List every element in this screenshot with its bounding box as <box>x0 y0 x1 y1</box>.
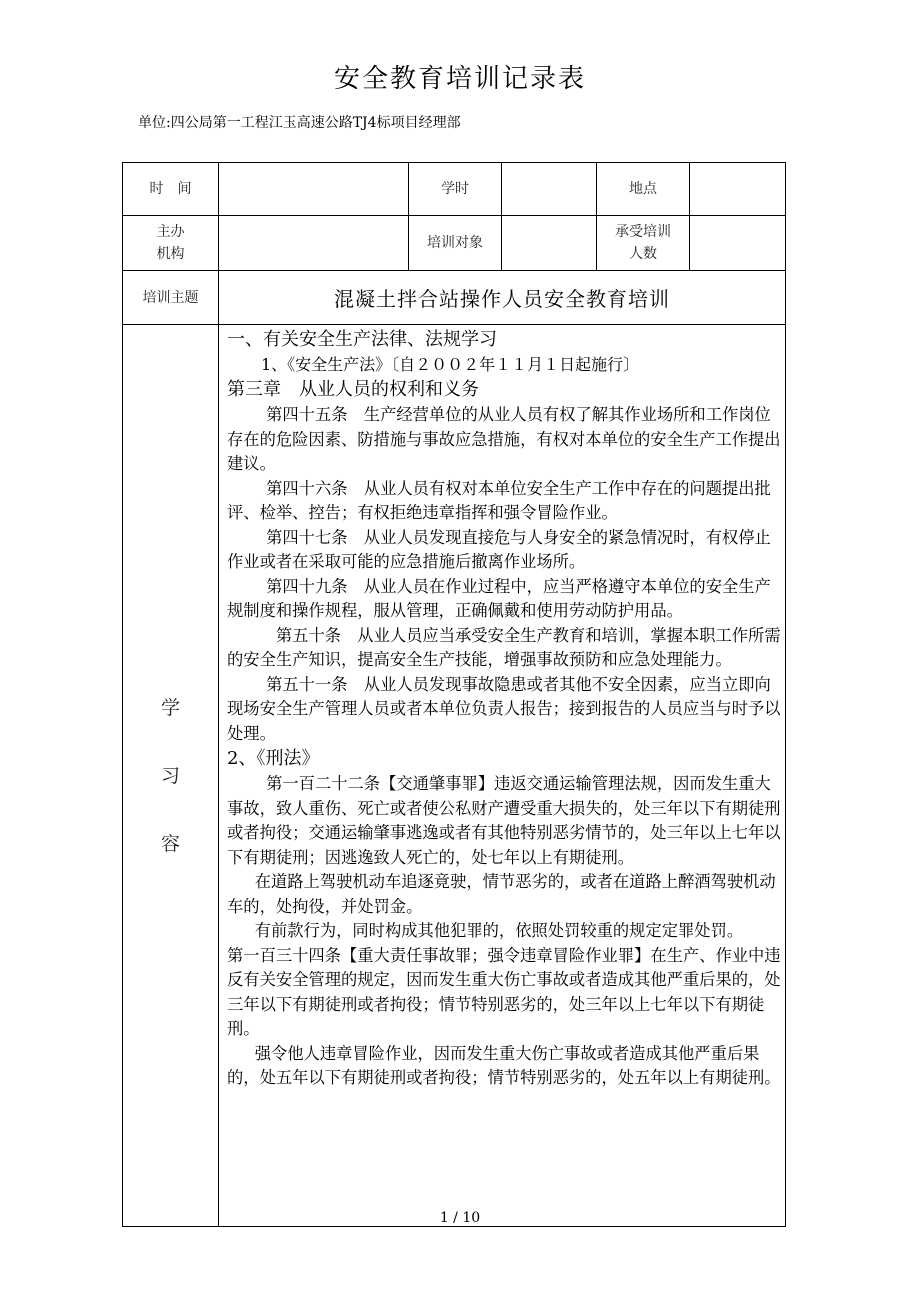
article-paragraph: 第五十一条 从业人员发现事故隐患或者其他不安全因素，应当立即向现场安全生产管理人员或者本单位负责人报告；接到报告的人员应当与时予以处理。 <box>227 674 781 743</box>
count-value-cell <box>690 216 786 271</box>
table-row <box>123 163 786 216</box>
law-heading: 2、《刑法》 <box>227 748 320 769</box>
table-row <box>123 325 786 1227</box>
training-record-table <box>122 162 786 1227</box>
article-paragraph: 在道路上驾驶机动车追逐竟驶，情节恶劣的，或者在道路上醉酒驾驶机动车的，处拘役，并处罚金。 <box>227 872 776 916</box>
article-paragraph: 强令他人违章冒险作业，因而发生重大伤亡事故或者造成其他严重后果的，处五年以下有期徒刑或者拘役；情节特别恶劣的，处五年以上有期徒刑。 <box>227 1043 781 1087</box>
organizer-value-cell <box>219 216 409 271</box>
theme-label: 培训主题 <box>123 271 219 325</box>
table-row <box>123 271 786 325</box>
article-paragraph: 第五十条 从业人员应当承受安全生产教育和培训，掌握本职工作所需的安全生产知识，提高安全生产技能，增强事故预防和应急处理能力。 <box>227 625 781 669</box>
study-content <box>219 325 786 1227</box>
place-label: 地点 <box>597 163 690 216</box>
content-label-char3: 容 <box>160 832 180 855</box>
section-heading: 一、有关安全生产法律、法规学习 <box>227 329 497 350</box>
count-label-line2: 人数 <box>629 246 657 262</box>
document-title: 安全教育培训记录表 <box>333 64 586 94</box>
article-paragraph: 第一百三十四条【重大责任事故罪；强令违章冒险作业罪】在生产、作业中违反有关安全管理的规定，因而发生重大伤亡事故或者造成其他严重后果的，处三年以下有期徒刑或者拘役；情节特别恶劣的，处三年以上七年以下有期徒刑。 <box>227 945 781 1038</box>
hours-value-cell <box>502 163 597 216</box>
content-label <box>123 325 219 1227</box>
organizer-label-line1: 主办 <box>156 224 185 240</box>
count-label <box>597 216 690 271</box>
target-label: 培训对象 <box>409 216 502 271</box>
hours-label: 学时 <box>409 163 502 216</box>
page-indicator: 1 / 10 <box>439 1210 481 1226</box>
time-value-cell <box>219 163 409 216</box>
content-label-char2: 习 <box>160 764 180 787</box>
law-heading: 1、《安全生产法》〔自２００２年１１月１日起施行〕 <box>261 355 640 374</box>
article-paragraph: 第四十五条 生产经营单位的从业人员有权了解其作业场所和工作岗位存在的危险因素、防措施与事故应急措施，有权对本单位的安全生产工作提出建议。 <box>227 405 781 473</box>
table-row <box>123 216 786 271</box>
chapter-heading: 第三章 从业人员的权利和义务 <box>227 379 479 400</box>
time-label: 时 间 <box>123 163 219 216</box>
place-value-cell <box>690 163 786 216</box>
theme-value: 混凝土拌合站操作人员安全教育培训 <box>219 271 786 325</box>
article-paragraph: 第四十九条 从业人员在作业过程中，应当严格遵守本单位的安全生产规制度和操作规程，服从管理，正确佩戴和使用劳动防护用品。 <box>227 576 771 620</box>
organizer-label-line2: 机构 <box>156 246 185 262</box>
content-label-char1: 学 <box>160 696 180 719</box>
article-paragraph: 第一百二十二条【交通肇事罪】违返交通运输管理法规，因而发生重大事故，致人重伤、死亡或者使公私财产遭受重大损失的，处三年以下有期徒刑或者拘役；交通运输肇事逃逸或者有其他特别恶劣情节的，处三年以上七年以下有期徒刑；因逃逸致人死亡的，处七年以上有期徒刑。 <box>227 774 781 867</box>
article-paragraph: 第四十六条 从业人员有权对本单位安全生产工作中存在的问题提出批评、检举、控告；有权拒绝违章指挥和强令冒险作业。 <box>227 478 771 522</box>
unit-line: 单位:四公局第一工程江玉高速公路TJ4标项目经理部 <box>138 115 461 131</box>
count-label-line1: 承受培训 <box>615 224 671 240</box>
article-paragraph: 有前款行为，同时构成其他犯罪的，依照处罚较重的规定定罪处罚。 <box>254 921 744 940</box>
organizer-label <box>123 216 219 271</box>
target-value-cell <box>502 216 597 271</box>
article-paragraph: 第四十七条 从业人员发现直接危与人身安全的紧急情况时，有权停止作业或者在采取可能的应急措施后撤离作业场所。 <box>227 527 771 571</box>
